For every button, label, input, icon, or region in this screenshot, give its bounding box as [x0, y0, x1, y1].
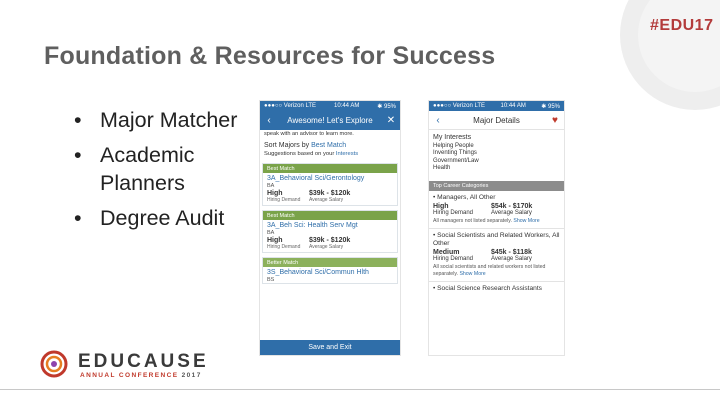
logo-sub-text: ANNUAL CONFERENCE — [80, 372, 179, 379]
save-and-exit-button[interactable]: Save and Exit — [260, 340, 400, 355]
phone-screenshot-major-details — [428, 100, 565, 356]
demand-caption: Hiring Demand — [433, 209, 474, 216]
match-badge: Better Match — [263, 258, 397, 267]
nav-title: Awesome! Let's Explore — [287, 116, 373, 125]
demand-value: High — [267, 190, 283, 197]
career-note — [433, 264, 560, 277]
major-title[interactable]: 3A_Behavioral Sci/Gerontology — [267, 175, 365, 182]
salary-value: $54k - $170k — [491, 202, 533, 210]
stat-row — [433, 248, 560, 256]
salary-caption: Average Salary — [309, 244, 344, 250]
career-title: • Social Scientists and Related Workers, All Other — [433, 232, 560, 248]
major-title[interactable]: 3S_Behavioral Sci/Commun Hlth — [267, 269, 369, 276]
suggestions-line — [260, 150, 400, 161]
nav-bar — [260, 111, 400, 130]
close-icon[interactable]: ✕ — [386, 115, 396, 126]
caption-row — [263, 244, 397, 252]
battery-label: ✱ 95% — [377, 103, 396, 110]
intro-text: speak with an advisor to learn more. — [264, 131, 354, 137]
time-label: 10:44 AM — [333, 103, 360, 109]
demand-caption: Hiring Demand — [433, 256, 474, 263]
salary-caption: Average Salary — [491, 256, 532, 263]
interests-section — [429, 130, 564, 177]
career-item — [429, 229, 564, 282]
chevron-left-icon[interactable]: ‹ — [267, 115, 271, 126]
time-label: 10:44 AM — [500, 103, 526, 109]
match-badge: Best Match — [263, 211, 397, 220]
career-item — [429, 282, 564, 297]
carrier-label: ●●●○○ Verizon LTE — [264, 103, 317, 109]
career-note — [433, 218, 560, 225]
caption-row — [433, 210, 560, 218]
career-title-text: Social Science Research Assistants — [437, 285, 542, 293]
chevron-left-icon[interactable]: ‹ — [436, 114, 440, 126]
major-card[interactable] — [262, 257, 398, 284]
suggestions-prefix: Suggestions based on your — [264, 151, 335, 157]
logo-mark-icon — [40, 350, 68, 378]
career-title: • Social Science Research Assistants — [433, 285, 542, 293]
interest-item: Government/Law — [433, 157, 479, 164]
heart-icon[interactable]: ♥ — [552, 114, 558, 126]
status-bar — [260, 101, 400, 111]
salary-value: $39k - $120k — [309, 190, 351, 197]
nav-bar — [429, 111, 564, 130]
career-item — [429, 191, 564, 230]
careers-heading: Top Career Categories — [429, 181, 564, 191]
stat-row — [433, 202, 560, 210]
major-card[interactable] — [262, 210, 398, 253]
show-more-link[interactable]: Show More — [513, 217, 540, 224]
demand-value: Medium — [433, 249, 460, 257]
conference-hashtag: #EDU17 — [650, 17, 714, 34]
show-more-link[interactable]: Show More — [459, 270, 486, 277]
match-badge: Best Match — [263, 164, 397, 173]
stat-row — [263, 236, 397, 244]
salary-caption: Average Salary — [309, 197, 344, 203]
demand-caption: Hiring Demand — [267, 197, 301, 203]
career-title-text: Social Scientists and Related Workers, All Other — [433, 232, 560, 248]
status-bar — [429, 101, 564, 111]
stat-row — [263, 189, 397, 197]
footer-divider — [0, 389, 720, 390]
logo-wordmark: EDUCAUSE — [78, 351, 209, 372]
career-title-text: Managers, All Other — [437, 193, 496, 201]
sort-label: Sort Majors by — [264, 142, 310, 149]
interests-heading: My Interests — [433, 134, 472, 141]
interest-item: Health — [433, 165, 451, 172]
salary-value: $39k - $120k — [309, 237, 351, 244]
demand-value: High — [267, 237, 283, 244]
bullet-item: • Major Matcher — [66, 106, 251, 134]
career-note-text: All social scientists and related workers not listed separately. — [433, 264, 546, 277]
major-title[interactable]: 3A_Beh Sci: Health Serv Mgt — [267, 222, 358, 229]
interest-item: Helping People — [433, 142, 474, 149]
career-note-text: All managers not listed separately. — [433, 217, 512, 224]
degree-label: BA — [267, 230, 275, 236]
carrier-label: ●●●○○ Verizon LTE — [433, 103, 486, 109]
sort-row — [260, 139, 400, 150]
degree-label: BA — [267, 183, 275, 189]
nav-title: Major Details — [473, 115, 520, 125]
logo-year: 2017 — [181, 372, 202, 379]
bullet-item: • Academic Planners — [66, 141, 251, 197]
career-title: • Managers, All Other — [433, 193, 496, 201]
slide-title: Foundation & Resources for Success — [44, 42, 496, 70]
interests-link[interactable]: Interests — [335, 151, 359, 157]
salary-value: $45k - $118k — [491, 249, 532, 257]
caption-row — [263, 197, 397, 205]
interest-item: Inventing Things — [433, 150, 477, 157]
caption-row — [433, 256, 560, 264]
major-card[interactable] — [262, 163, 398, 206]
demand-caption: Hiring Demand — [267, 244, 301, 250]
sort-value-link[interactable]: Best Match — [311, 142, 347, 149]
degree-label: BS — [267, 277, 275, 283]
battery-label: ✱ 95% — [541, 103, 560, 110]
demand-value: High — [433, 202, 449, 210]
phone-screenshot-explore — [259, 100, 401, 356]
bullet-list — [66, 106, 251, 239]
logo-subtitle — [80, 372, 202, 379]
salary-caption: Average Salary — [491, 209, 532, 216]
bullet-item: • Degree Audit — [66, 204, 251, 232]
